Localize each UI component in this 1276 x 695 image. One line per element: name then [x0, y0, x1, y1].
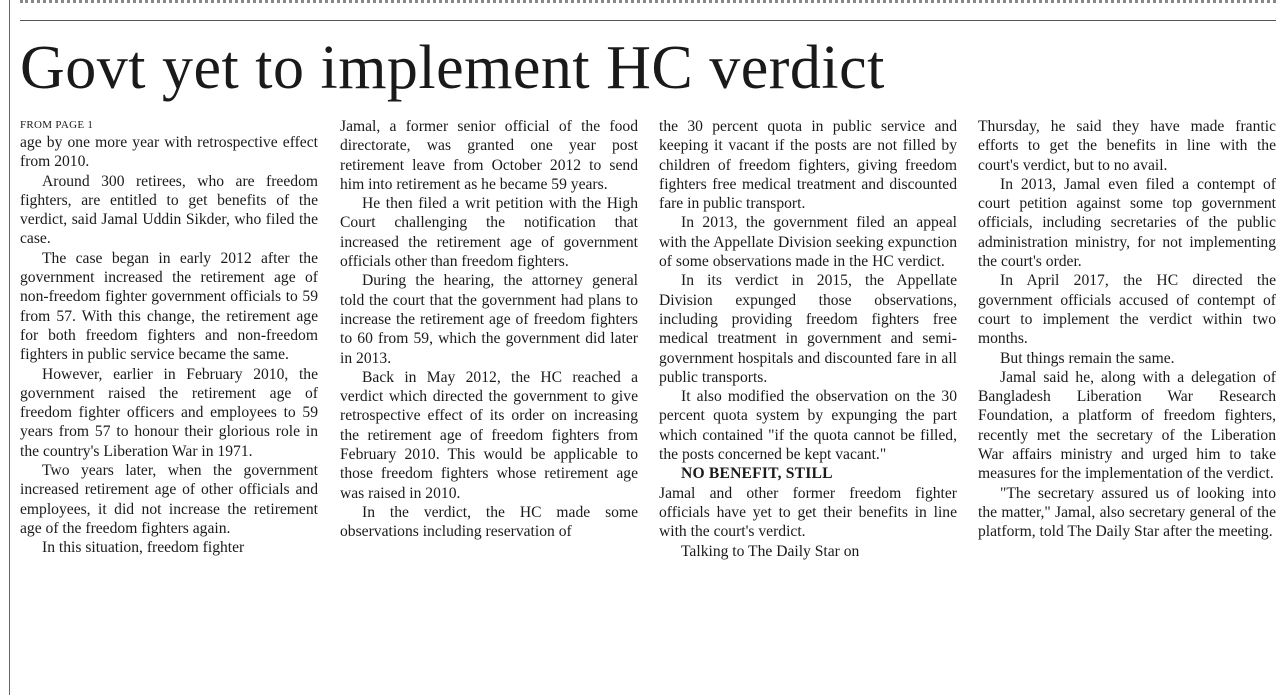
paragraph: age by one more year with retrospective effect from 2010. [20, 134, 318, 171]
column-3 [659, 117, 957, 561]
paragraph: In the verdict, the HC made some observations including reservation of [340, 503, 638, 541]
paragraph: the 30 percent quota in public service and keeping it vacant if the posts are not filled by children of freedom fighters, giving freedom fighters free medical treatment and discounted fare in public transport. [659, 118, 957, 213]
paragraph: Around 300 retirees, who are freedom fighters, are entitled to get benefits of the verdict, said Jamal Uddin Sikder, who filed the case. [20, 172, 318, 248]
column-1 [20, 117, 318, 558]
left-column-rule [9, 0, 10, 695]
jump-kicker: FROM PAGE 1 [20, 119, 94, 131]
paragraph: The case began in early 2012 after the government increased the retirement age of non-freedom fighter government officials to 59 from 57. With this change, the retirement age for both freedom fighters and non-freedom fighters in public service became the same. [20, 249, 318, 364]
paragraph: However, earlier in February 2010, the government raised the retirement age of freedom fighter officers and employees to 59 years from 57 to honour their glorious role in the country's Liberation War in 1971. [20, 365, 318, 460]
paragraph: Jamal and other former freedom fighter officials have yet to get their benefits in line with the court's verdict. [659, 484, 957, 541]
paragraph: In April 2017, the HC directed the government officials accused of contempt of court to implement the verdict within two months. [978, 272, 1276, 348]
headline: Govt yet to implement HC verdict [20, 34, 885, 102]
paragraph: During the hearing, the attorney general told the court that the government had plans to increase the retirement age of freedom fighters to 60 from 59, which the government did later in 2013. [340, 272, 638, 367]
paragraph: In 2013, the government filed an appeal with the Appellate Division seeking expunction of some observations made in the HC verdict. [659, 214, 957, 271]
paragraph: "The secretary assured us of looking into the matter," Jamal, also secretary general of the platform, told The Daily Star after the meeting. [978, 484, 1276, 541]
paragraph: In its verdict in 2015, the Appellate Division expunged those observations, including providing freedom fighters free medical treatment in government and semi-government hospitals and discounted fare in all public transports. [659, 272, 957, 386]
paragraph: Jamal, a former senior official of the food directorate, was granted one year post retirement leave from October 2012 to send him into retirement as he became 59 years. [340, 118, 638, 193]
paragraph: Jamal said he, along with a delegation of Bangladesh Liberation War Research Foundation, a platform of freedom fighters, recently met the secretary of the Liberation War affairs ministry and urged him to take measures for the implementation of the verdict. [978, 368, 1276, 483]
column-4 [978, 117, 1276, 542]
column-2 [340, 117, 638, 542]
paragraph: It also modified the observation on the 30 percent quota system by expunging the part which contained "if the quota cannot be filled, the posts concerned be kept vacant." [659, 388, 957, 464]
paragraph: But things remain the same. [1000, 349, 1175, 367]
paragraph: He then filed a writ petition with the High Court challenging the notification that increased the retirement age of government officials other than freedom fighters. [340, 195, 638, 271]
top-divider [20, 20, 1276, 21]
subheading: NO BENEFIT, STILL [681, 465, 833, 483]
paragraph: Two years later, when the government increased retirement age of other officials and employees, it did not increase the retirement age of the freedom fighters again. [20, 462, 318, 537]
paragraph: Back in May 2012, the HC reached a verdict which directed the government to give retrospective effect of its order on increasing the retirement age of freedom fighters from February 2010. This would be applicable to those freedom fighters whose retirement age was raised in 2010. [340, 368, 638, 502]
paragraph: Talking to The Daily Star on [681, 542, 860, 560]
top-edge-clipped-text [20, 0, 1276, 3]
paragraph: Thursday, he said they have made frantic efforts to get the benefits in line with the court's verdict, but to no avail. [978, 118, 1276, 174]
paragraph: In 2013, Jamal even filed a contempt of court petition against some top government officials, including secretaries of the public administration ministry, for not implementing the court's order. [978, 175, 1276, 271]
paragraph: In this situation, freedom fighter [42, 539, 245, 557]
